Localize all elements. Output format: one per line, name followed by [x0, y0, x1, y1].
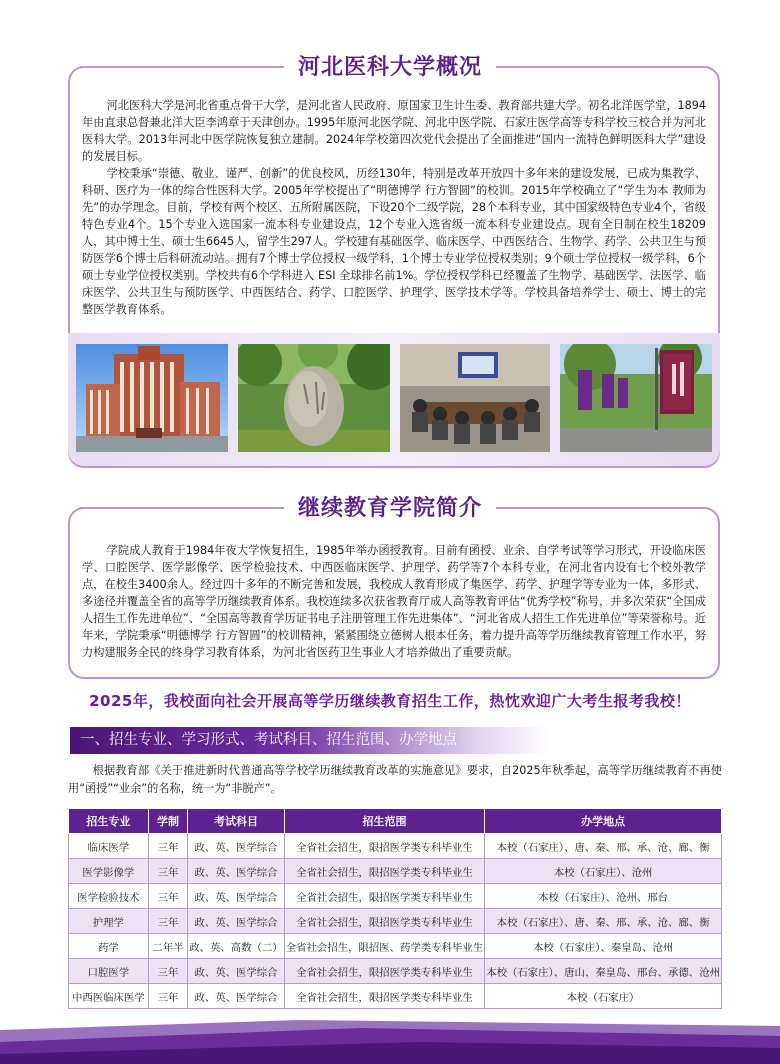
- campus-building-photo: [76, 344, 228, 452]
- cell-scope: 全省社会招生，限招医学类专科毕业生: [284, 984, 484, 1009]
- table-row: [69, 834, 722, 859]
- cell-location: 本校（石家庄）、秦皇岛、沧州: [485, 934, 722, 959]
- cell-subjects: 政、英、医学综合: [188, 834, 285, 859]
- college-intro-text: [82, 542, 706, 661]
- cell-scope: 全省社会招生，限招医学类专科毕业生: [284, 909, 484, 934]
- title-divider-right: [510, 66, 700, 68]
- cell-major: 药学: [69, 934, 149, 959]
- overview-text: [82, 97, 706, 318]
- college-intro-title: 继续教育学院简介: [284, 491, 496, 522]
- cell-duration: 三年: [148, 909, 188, 934]
- cell-location: 本校（石家庄）、唐、秦、邢、承、沧、廊、衡: [485, 834, 722, 859]
- admission-table: [68, 808, 722, 1009]
- cell-major: 中西医临床医学: [69, 984, 149, 1009]
- campus-banners-photo: [560, 344, 712, 452]
- cell-duration: 二年半: [148, 934, 188, 959]
- cell-duration: 三年: [148, 834, 188, 859]
- cell-major: 医学检验技术: [69, 884, 149, 909]
- cell-subjects: 政、英、高数（二）: [188, 934, 285, 959]
- title-divider-right: [510, 507, 700, 509]
- cell-major: 临床医学: [69, 834, 149, 859]
- cell-location: 本校（石家庄）、唐山、秦皇岛、邢台、承德、沧州: [485, 959, 722, 984]
- cell-location: 本校（石家庄）、沧州、邢台: [485, 884, 722, 909]
- title-divider-left: [80, 66, 270, 68]
- cell-location: 本校（石家庄）: [485, 984, 722, 1009]
- cell-duration: 三年: [148, 959, 188, 984]
- cell-location: 本校（石家庄）、沧州: [485, 859, 722, 884]
- table-row: [69, 959, 722, 984]
- meeting-room-photo: [400, 344, 550, 452]
- cell-subjects: 政、英、医学综合: [188, 859, 285, 884]
- overview-paragraph: 学校秉承“崇德、敬业、谨严、创新”的优良校风，历经130年，特别是改革开放四十多年来的建设发展，已成为集教学、科研、医疗为一体的综合性医科大学。2005年学校提出了“明德博学 行方智圆”的校训。2015年学校确立了“学生为本 教师为先”的办学理念。目前，学校有两个校区、五所附属医院，下设20个二级学院，28个本科专业，其中国家级特色专业4个，省级特色专业4个。15个专业入选国家一流本科专业建设点，12个专业入选省级一流本科专业建设点。现有全日制在校生18209人，其中博士生、硕士生6645人，留学生297人。学校建有基础医学、临床医学、中西医结合、生物学、药学、公共卫生与预防医学6个博士后科研流动站。拥有7个博士学位授权一级学科，1个博士专业学位授权类别；9个硕士学位授权一级学科，6个硕士专业学位授权类别。学校共有6个学科进入 ESI 全球排名前1%。学位授权学科已经覆盖了生物学、基础医学、法医学、临床医学、公共卫生与预防医学、中西医结合、药学、口腔医学、护理学、医学技术学等。学校具备培养学士、硕士、博士的完整医学教育体系。: [82, 167, 706, 316]
- header-subjects: 考试科目: [188, 809, 285, 834]
- admission-slogan: 2025年，我校面向社会开展高等学历继续教育招生工作，热忱欢迎广大考生报考我校！: [89, 692, 691, 710]
- table-row: [69, 859, 722, 884]
- table-row: [69, 984, 722, 1009]
- cell-duration: 三年: [148, 884, 188, 909]
- section-heading: 一、招生专业、学习形式、考试科目、招生范围、办学地点: [70, 727, 550, 754]
- college-intro-paragraph: 学院成人教育于1984年夜大学恢复招生，1985年举办函授教育。目前有函授、业余、自学考试等学习形式，开设临床医学、口腔医学、医学影像学、医学检验技术、中西医临床医学、护理学、药学等7个本科专业，在河北省内设有七个校外教学点，在校生3400余人。经过四十多年的不断完善和发展，我校成人教育形成了集医学、药学、护理学等专业为一体，多形式、多途径并覆盖全省的高等学历继续教育体系。我校连续多次获省教育厅成人高等教育评估“优秀学校”称号，并多次荣获“全国成人招生工作先进单位”、“全国高等教育学历证书电子注册管理工作先进集体”、“河北省成人招生工作先进单位”等荣誉称号。近年来，学院秉承“明德博学 行方智圆”的校训精神，紧紧围绕立德树人根本任务，着力提升高等学历继续教育管理工作水平，努力构建服务全民的终身学习教育体系，为河北省医药卫生事业人才培养做出了重要贡献。: [82, 544, 706, 659]
- cell-major: 护理学: [69, 909, 149, 934]
- footer-band: [0, 1020, 780, 1064]
- cell-scope: 全省社会招生，限招医学类专科毕业生: [284, 959, 484, 984]
- policy-note: 根据教育部《关于推进新时代普通高等学校学历继续教育改革的实施意见》要求，自2025年秋季起，高等学历继续教育不再使用“函授”“业余”的名称，统一为“非脱产”。: [68, 764, 722, 795]
- cell-location: 本校（石家庄）、唐、秦、邢、承、沧、廊、衡: [485, 909, 722, 934]
- cell-duration: 三年: [148, 859, 188, 884]
- cell-major: 医学影像学: [69, 859, 149, 884]
- cell-duration: 三年: [148, 984, 188, 1009]
- overview-paragraph: 河北医科大学是河北省重点骨干大学，是河北省人民政府、原国家卫生计生委、教育部共建大学。初名北洋医学堂，1894年由直隶总督兼北洋大臣李鸿章于天津创办。1995年原河北医学院、河北中医学院、石家庄医学高等专科学校三校合并为河北医科大学。2013年河北中医学院恢复独立建制。2024年学校第四次党代会提出了全面推进“国内一流特色鲜明医科大学”建设的发展目标。: [82, 99, 706, 163]
- table-row: [69, 884, 722, 909]
- cell-subjects: 政、英、医学综合: [188, 959, 285, 984]
- header-duration: 学制: [148, 809, 188, 834]
- title-divider-left: [80, 507, 270, 509]
- overview-title: 河北医科大学概况: [284, 50, 496, 81]
- table-row: [69, 934, 722, 959]
- cell-scope: 全省社会招生，限招医、药学类专科毕业生: [284, 934, 484, 959]
- header-scope: 招生范围: [284, 809, 484, 834]
- cell-scope: 全省社会招生，限招医学类专科毕业生: [284, 859, 484, 884]
- cell-scope: 全省社会招生，限招医学类专科毕业生: [284, 884, 484, 909]
- cell-subjects: 政、英、医学综合: [188, 884, 285, 909]
- table-header-row: [69, 809, 722, 834]
- header-major: 招生专业: [69, 809, 149, 834]
- cell-major: 口腔医学: [69, 959, 149, 984]
- table-row: [69, 909, 722, 934]
- header-location: 办学地点: [485, 809, 722, 834]
- cell-subjects: 政、英、医学综合: [188, 984, 285, 1009]
- cell-scope: 全省社会招生，限招医学类专科毕业生: [284, 834, 484, 859]
- stone-monument-photo: [238, 344, 390, 452]
- cell-subjects: 政、英、医学综合: [188, 909, 285, 934]
